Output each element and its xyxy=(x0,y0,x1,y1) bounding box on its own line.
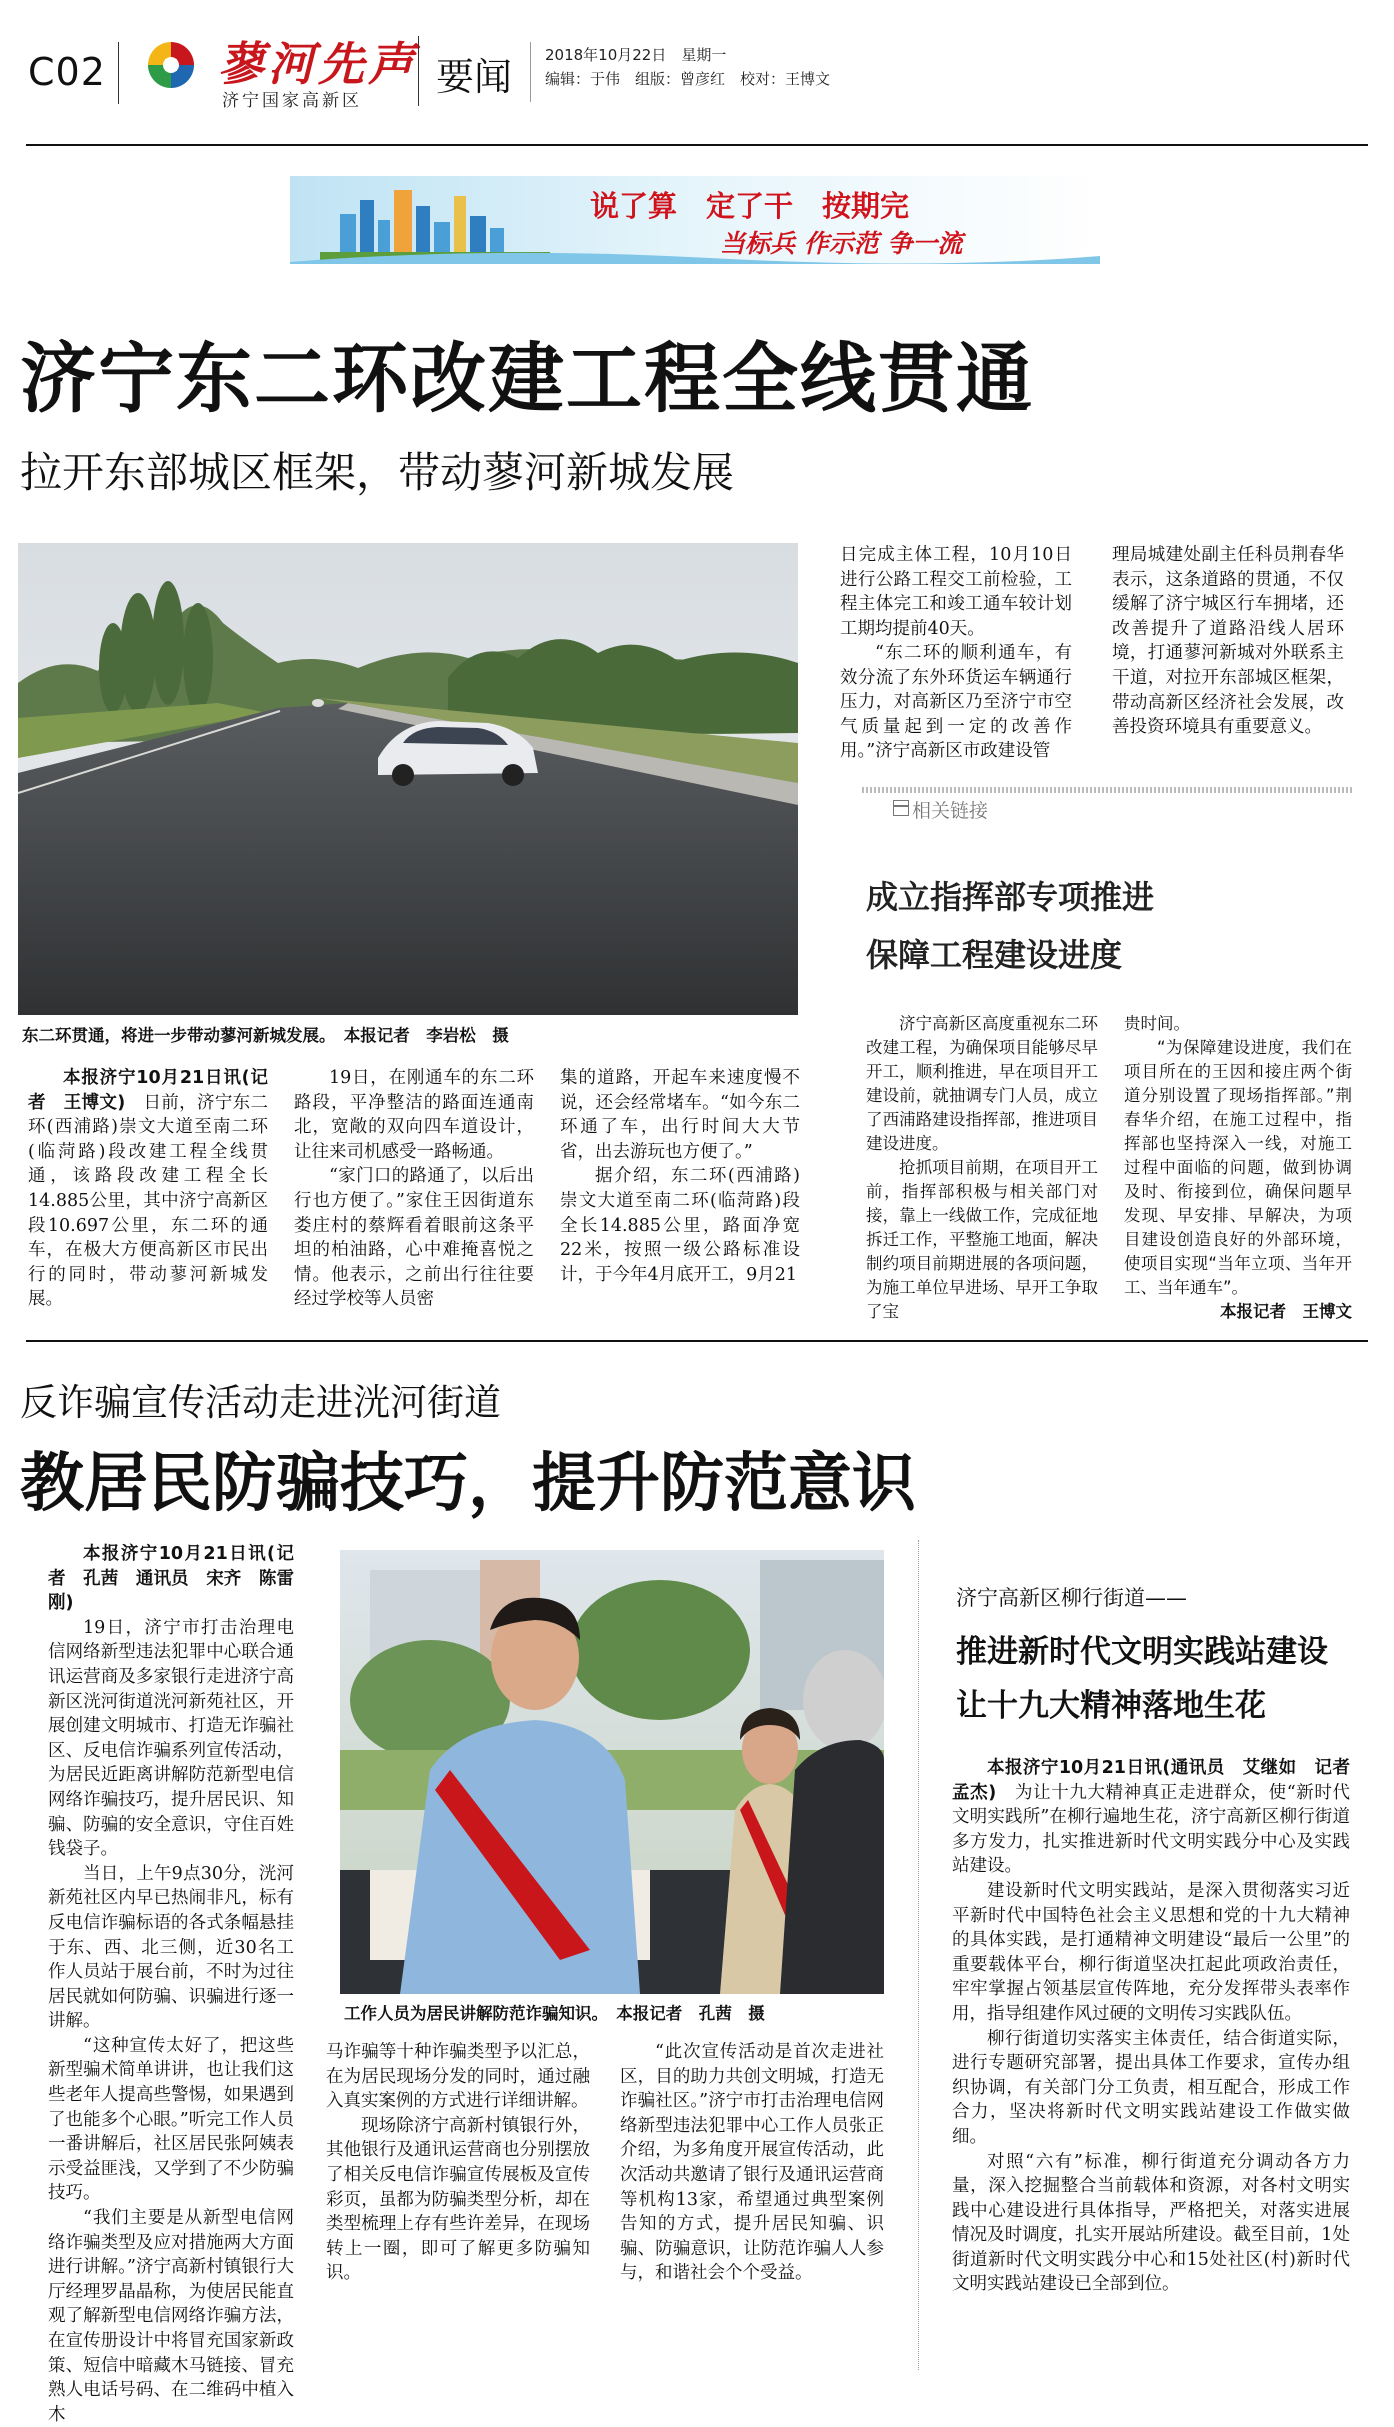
sidebar-paragraph-1: 济宁高新区高度重视东二环改建工程，为确保项目能够尽早开工，顺利推进，早在项目开工建设前，就抽调专门人员，成立了西浦路建设指挥部，推进项目建设进度。 xyxy=(866,1014,1098,1153)
article1-col-3 xyxy=(560,1066,800,1287)
article2-col-3 xyxy=(620,2040,884,2286)
article1-lead: 本报济宁10月21日讯(记者 王博文) xyxy=(28,1068,268,1113)
header-divider-3 xyxy=(530,42,531,102)
newspaper-subname: 济宁国家高新区 xyxy=(222,91,362,111)
sidebar-paragraph-2: 抢抓项目前期，在项目开工前，指挥部积极与相关部门对接，靠上一线做工作，完成征地拆迁工作，平整施工地面，解决制约项目前期进展的各项问题，为施工单位早进场、早开工争取了宝 xyxy=(866,1158,1098,1321)
article2-lead-para xyxy=(48,1542,294,1616)
article2-paragraph-6: “此次宣传活动是首次走进社区，目的助力共创文明城，打造无诈骗社区。”济宁市打击治理电信网络新型违法犯罪中心工作人员张正介绍，为多角度开展宣传活动，此次活动共邀请了银行及通讯运营商等机构13家，希望通过典型案例告知的方式，提升居民知骗、识骗、防骗意识，让防范诈骗人人参与，和谐社会个个受益。 xyxy=(620,2042,884,2284)
related-link-icon xyxy=(893,800,909,816)
sidebar-byline: 本报记者 王博文 xyxy=(1220,1302,1352,1321)
article1-paragraph-1: 日前，济宁东二环(西浦路)崇文大道至南二环(临菏路)段改建工程全线贯通，该路段改建工程全长14.885公里，其中济宁高新区段10.697公里，东二环的通车，在极大方便高新区市民出行的同时，带动蓼河新城发展。 xyxy=(28,1092,269,1310)
newspaper-logo-icon xyxy=(146,40,196,90)
article2-lead: 本报济宁10月21日讯(记者 孔茜 通讯员 宋齐 陈雷刚) xyxy=(48,1544,294,1614)
section-name: 要闻 xyxy=(436,55,513,99)
sidebar-title-1: 成立指挥部专项推进 xyxy=(866,878,1155,916)
anti-fraud-photo xyxy=(340,1550,884,1994)
article3-kicker: 济宁高新区柳行街道—— xyxy=(956,1586,1187,1610)
staff-credits: 编辑：于伟 组版：曾彦红 校对：王博文 xyxy=(545,70,831,88)
article2-col-1 xyxy=(48,1542,294,2427)
article2-paragraph-4: “我们主要是从新型电信网络诈骗类型及应对措施两大方面进行讲解。”济宁高新村镇银行大厅经理罗晶晶称，为使居民能直观了解新型电信网络诈骗方法，在宣传册设计中将冒充国家新政策、短信中暗藏木马链接、冒充熟人电话号码、在二维码中植入木 xyxy=(48,2208,294,2425)
slogan-banner xyxy=(290,176,1100,264)
article3-paragraph-1: 为让十九大精神真正走进群众，使“新时代文明实践所”在柳行遍地生花，济宁高新区柳行街道多方发力，扎实推进新时代文明实践分中心及实践站建设。 xyxy=(952,1782,1350,1877)
article3-paragraph-4: 对照“六有”标准，柳行街道充分调动各方力量，深入挖掘整合当前载体和资源，对各村文明实践中心建设进行具体指导，严格把关，对落实进展情况及时调度，扎实开展站所建设。截至目前，1处街道新时代文明实践分中心和15处社区(村)新时代文明实践站建设已全部到位。 xyxy=(952,2151,1350,2295)
article2-headline: 教居民防骗技巧，提升防范意识 xyxy=(20,1447,916,1521)
article1-lead-para xyxy=(28,1066,268,1312)
article1-col-2 xyxy=(294,1066,534,1312)
article3-col xyxy=(952,1756,1368,2297)
road-photo-caption: 东二环贯通，将进一步带动蓼河新城发展。 本报记者 李岩松 摄 xyxy=(22,1026,509,1045)
sidebar-top-rule xyxy=(862,787,1352,793)
article1-paragraph-4: 据介绍，东二环(西浦路)崇文大道至南二环(临菏路)段全长14.885公里，路面净宽22米，按照一级公路标准设计，于今年4月底开工，9月21 xyxy=(560,1166,800,1285)
sidebar-paragraph-2-cont: 贵时间。 xyxy=(1124,1014,1190,1033)
article3-paragraph-3: 柳行街道切实落实主体责任，结合街道实际，进行专题研究部署，提出具体工作要求，宣传办组织协调，有关部门分工负责，相互配合，形成工作合力，坚决将新时代文明实践站建设工作做实做细。 xyxy=(952,2028,1350,2147)
article2-paragraph-5: 现场除济宁高新村镇银行外，其他银行及通讯运营商也分别摆放了相关反电信诈骗宣传展板及宣传彩页，虽都为防骗类型分析，却在类型梳理上存有些许差异，在现场转上一圈，即可了解更多防骗知识。 xyxy=(326,2115,590,2284)
section-divider xyxy=(26,1340,1368,1342)
banner-slogan-1: 说了算 定了干 按期完 xyxy=(590,189,910,223)
sidebar-col-1 xyxy=(866,1012,1098,1324)
issue-date: 2018年10月22日 星期一 xyxy=(545,46,727,64)
anti-fraud-photo-caption: 工作人员为居民讲解防范诈骗知识。 本报记者 孔茜 摄 xyxy=(344,2004,765,2023)
article1-col-4b xyxy=(840,641,1072,764)
article2-paragraph-3: “这种宣传太好了，把这些新型骗术简单讲讲，也让我们这些老年人提高些警惕，如果遇到了也能多个心眼。”听完工作人员一番讲解后，社区居民张阿姨表示受益匪浅，又学到了不少防骗技巧。 xyxy=(48,2035,294,2204)
article1-subhead: 拉开东部城区框架，带动蓼河新城发展 xyxy=(20,448,735,497)
article1-paragraph-5: “东二环的顺利通车，有效分流了东外环货运车辆通行压力，对高新区乃至济宁市空气质量起到一定的改善作用。”济宁高新区市政建设管 xyxy=(840,643,1072,762)
article2-paragraph-4-cont: 马诈骗等十种诈骗类型予以汇总，在为居民现场分发的同时，通过融入真实案例的方式进行详细讲解。 xyxy=(326,2042,590,2112)
article3-title-1: 推进新时代文明实践站建设 xyxy=(956,1634,1328,1670)
article1-paragraph-5-cont: 理局城建处副主任科员荆春华表示，这条道路的贯通，不仅缓解了济宁城区行车拥堵，还改善提升了道路沿线人居环境，打通蓼河新城对外联系主干道，对拉开东部城区框架，带动高新区经济社会发展，改善投资环境具有重要意义。 xyxy=(1112,545,1344,738)
article1-col-1 xyxy=(28,1066,268,1312)
article1-col-5 xyxy=(1112,543,1344,740)
banner-slogan-2: 当标兵 作示范 争一流 xyxy=(720,229,963,258)
article2-paragraph-2: 当日，上午9点30分，洸河新苑社区内早已热闹非凡，标有反电信诈骗标语的各式条幅悬挂于东、西、北三侧，近30名工作人员站于展台前，不时为过往居民就如何防骗、识骗进行逐一讲解。 xyxy=(48,1863,294,2032)
article3-paragraph-2: 建设新时代文明实践站，是深入贯彻落实习近平新时代中国特色社会主义思想和党的十九大精神的具体实践，是打通精神文明建设“最后一公里”的重要载体平台，柳行街道坚决扛起此项政治责任，牢牢掌握占领基层宣传阵地，充分发挥带头表率作用，指导组建作风过硬的文明传习实践队伍。 xyxy=(952,1880,1350,2024)
newspaper-name: 蓼河先声 xyxy=(218,37,418,91)
sidebar-paragraph-3: “为保障建设进度，我们在项目所在的王因和接庄两个街道分别设置了现场指挥部。”荆春华介绍，在施工过程中，指挥部也坚持深入一线，对施工过程中面临的问题，做到协调及时、衔接到位，确保问题早发现、早安排、早解决，为项目建设创造良好的外部环境，使项目实现“当年立项、当年开工、当年通车”。 xyxy=(1124,1038,1352,1297)
sidebar-col-2 xyxy=(1124,1012,1352,1324)
article1-paragraph-3-cont: 集的道路，开起车来速度慢不说，还会经常堵车。“如今东二环通了车，出行时间大大节省，出去游玩也方便了。” xyxy=(560,1068,800,1162)
article2-kicker: 反诈骗宣传活动走进洸河街道 xyxy=(20,1381,501,1424)
article1-paragraph-3: “家门口的路通了，以后出行也方便了。”家住王因街道东娄庄村的蔡辉看着眼前这条平坦的柏油路，心中难掩喜悦之情。他表示，之前出行往往要经过学校等人员密 xyxy=(294,1166,534,1310)
header-rule xyxy=(26,144,1368,146)
article3-lead: 本报济宁10月21日讯(通讯员 艾继如 记者 孟杰) xyxy=(952,1758,1368,1803)
article3-title-2: 让十九大精神落地生花 xyxy=(956,1688,1266,1724)
article2-paragraph-1: 19日，济宁市打击治理电信网络新型违法犯罪中心联合通讯运营商及多家银行走进济宁高新区洸河街道洸河新苑社区，开展创建文明城市、打造无诈骗社区、反电信诈骗系列宣传活动，为居民近距离讲解防范新型电信网络诈骗技巧，提升居民识、知骗、防骗的安全意识，守住百姓钱袋子。 xyxy=(48,1617,294,1860)
header-divider-2 xyxy=(418,36,419,106)
article3-lead-para xyxy=(952,1756,1368,1879)
article1-headline: 济宁东二环改建工程全线贯通 xyxy=(20,334,1034,423)
sidebar-title-2: 保障工程建设进度 xyxy=(866,936,1123,974)
column-divider xyxy=(918,1540,919,2370)
article1-col-4 xyxy=(840,543,1072,641)
article1-paragraph-2: 19日，在刚通车的东二环路段，平净整洁的路面连通南北，宽敞的双向四车道设计，让往来司机感受一路畅通。 xyxy=(294,1068,534,1162)
page-number: C02 xyxy=(28,50,106,94)
related-link-label: 相关链接 xyxy=(912,800,989,822)
header-divider xyxy=(118,42,119,104)
article2-col-2 xyxy=(326,2040,590,2286)
article1-paragraph-4-cont: 日完成主体工程，10月10日进行公路工程交工前检验，工程主体完工和竣工通车较计划工期均提前40天。 xyxy=(840,545,1072,639)
road-photo xyxy=(18,543,798,1015)
